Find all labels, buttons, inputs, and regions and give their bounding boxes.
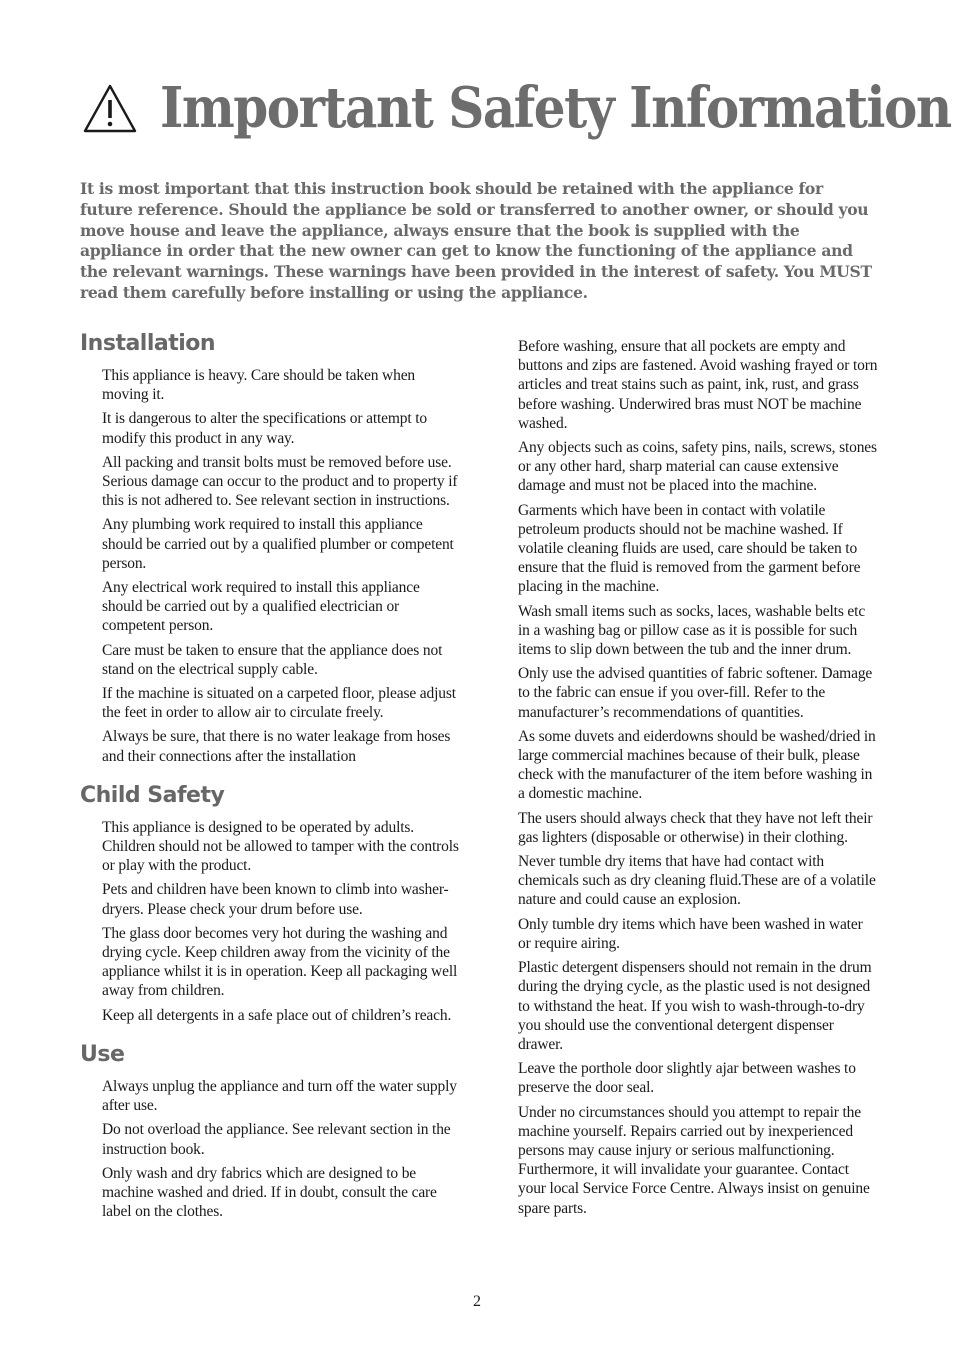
paragraph: It is dangerous to alter the specifications or attempt to modify this product in any way. [102, 410, 428, 447]
paragraph: Only wash and dry fabrics which are designed to be machine washed and dried. If in doubt, consult the care label on the clothes. [102, 1164, 437, 1221]
paragraph: Pets and children have been known to climb into washer-dryers. Please check your drum before use. [102, 881, 449, 918]
page-number: 2 [473, 1293, 481, 1310]
paragraph: Before washing, ensure that all pockets are empty and buttons and zips are fastened. Avoid washing frayed or torn articles and treat stains such as paint, ink, rust, and grass before washing. Underwired bras must NOT be machine washed. [518, 338, 878, 432]
warning-triangle-icon [82, 82, 138, 134]
paragraph: This appliance is heavy. Care should be taken when moving it. [102, 367, 416, 404]
section-heading-use: Use [80, 1041, 125, 1067]
title-row [82, 74, 951, 141]
paragraph: Any plumbing work required to install this appliance should be carried out by a qualified plumber or competent person. [102, 516, 454, 572]
page-title: Important Safety Information [160, 74, 951, 141]
left-column [80, 330, 462, 1226]
paragraph: Under no circumstances should you attempt to repair the machine yourself. Repairs carried out by inexperienced persons may cause injury or serious malfunctioning. Furthermore, it will invalidate your guarantee. Contact your local Service Force Centre. Always insist on genuine spare parts. [518, 1103, 870, 1217]
paragraph: Garments which have been in contact with volatile petroleum products should not be machine washed. If volatile cleaning fluids are used, care should be taken to ensure that the fluid is removed from the garment before placing in the machine. [518, 501, 861, 596]
right-column [518, 337, 878, 1223]
paragraph: Plastic detergent dispensers should not remain in the drum during the drying cycle, as the plastic used is not designed to withstand the heat. If you wish to wash-through-to-dry you should use the conventional detergent dispenser drawer. [518, 959, 872, 1053]
paragraph: If the machine is situated on a carpeted floor, please adjust the feet in order to allow air to circulate freely. [102, 685, 456, 722]
paragraph: Only tumble dry items which have been washed in water or require airing. [518, 915, 863, 952]
paragraph: Only use the advised quantities of fabric softener. Damage to the fabric can ensue if you over-fill. Refer to the manufacturer’s recommendations of quantities. [518, 665, 873, 721]
paragraph: Care must be taken to ensure that the appliance does not stand on the electrical supply cable. [102, 641, 443, 678]
paragraph: Any objects such as coins, safety pins, nails, screws, stones or any other hard, sharp material can cause extensive damage and must not be placed into the machine. [518, 439, 877, 495]
paragraph: Never tumble dry items that have had contact with chemicals such as dry cleaning fluid.These are of a volatile nature and could cause an explosion. [518, 853, 876, 909]
paragraph: This appliance is designed to be operated by adults. Children should not be allowed to tamper with the controls or play with the product. [102, 818, 459, 875]
section-heading-installation: Installation [80, 331, 216, 356]
paragraph: The users should always check that they have not left their gas lighters (disposable or otherwise) in their clothing. [518, 809, 873, 846]
paragraph: Keep all detergents in a safe place out of children’s reach. [102, 1006, 452, 1024]
paragraph: Always be sure, that there is no water leakage from hoses and their connections after the installation [102, 728, 451, 765]
intro-paragraph: It is most important that this instruction book should be retained with the appliance for future reference. Should the appliance be sold or transferred to another owner, or should you move house and leave the appliance, always ensure that the book is supplied with the appliance in order that the new owner can get to know the functioning of the appliance and the relevant warnings. These warnings have been provided in the interest of safety. You MUST read them carefully before installing or using the appliance. [80, 179, 872, 302]
section-heading-child-safety: Child Safety [80, 782, 225, 808]
paragraph: Any electrical work required to install this appliance should be carried out by a qualified electrician or competent person. [102, 579, 420, 635]
paragraph: All packing and transit bolts must be removed before use. Serious damage can occur to the product and to property if this is not adhered to. See relevant section in instructions. [102, 453, 458, 510]
paragraph: As some duvets and eiderdowns should be washed/dried in large commercial machines because of their bulk, please check with the manufacturer of the item before washing in a domestic machine. [518, 727, 876, 803]
paragraph: Leave the porthole door slightly ajar between washes to preserve the door seal. [518, 1060, 856, 1097]
paragraph: Do not overload the appliance. See relevant section in the instruction book. [102, 1121, 451, 1158]
paragraph: Wash small items such as socks, laces, washable belts etc in a washing bag or pillow case as it is possible for such items to slip down between the tub and the inner drum. [518, 602, 866, 659]
paragraph: The glass door becomes very hot during the washing and drying cycle. Keep children away from the vicinity of the appliance whilst it is in operation. Keep all packaging well away from children. [102, 924, 458, 1000]
paragraph: Always unplug the appliance and turn off the water supply after use. [102, 1077, 457, 1115]
